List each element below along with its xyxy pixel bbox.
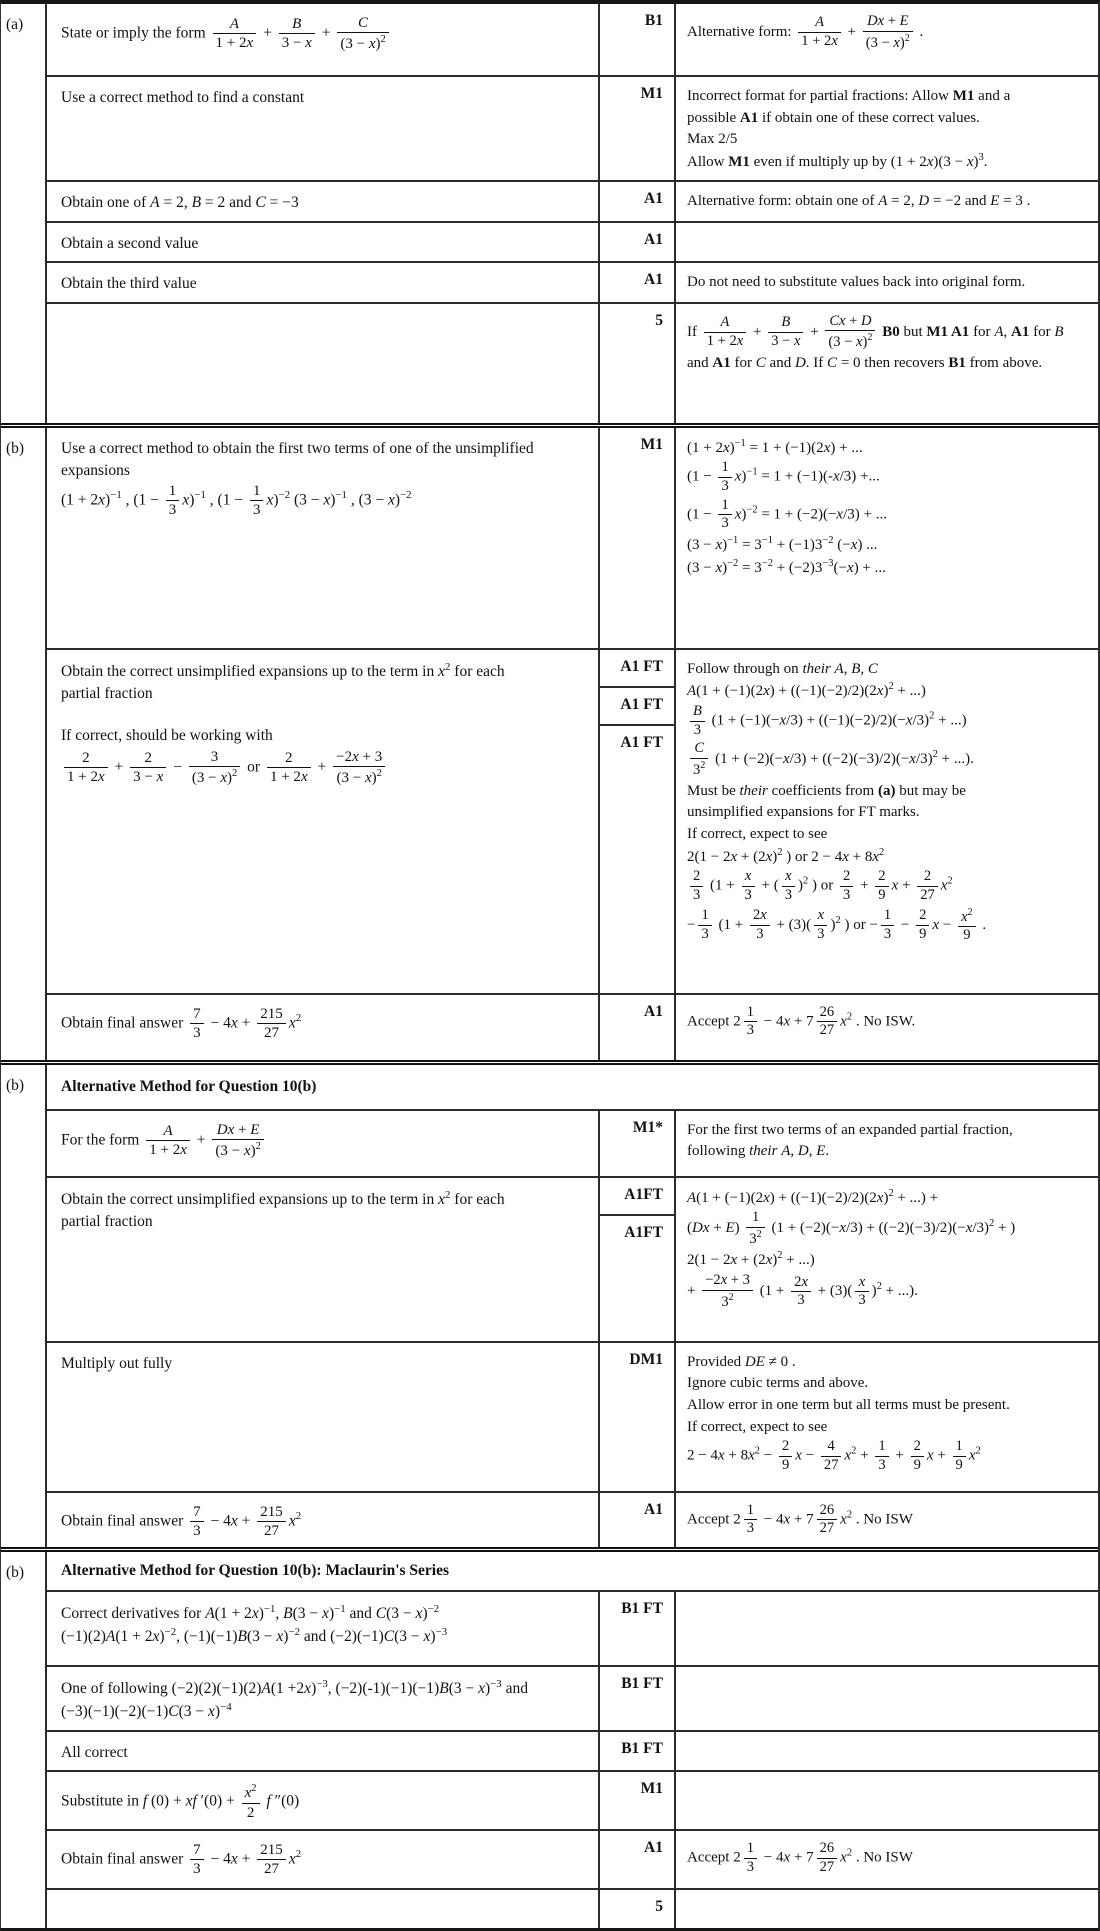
fraction: $\frac{x^2}{2}$ (241, 1783, 261, 1820)
fraction: $\frac{Cx + D}{(3 - x)^2}$ (824, 314, 876, 351)
guidance-line: Alternative form: obtain one of A = 2, D = −2 and E = 3 . (687, 192, 1031, 209)
description-cell (47, 1111, 600, 1176)
mark-column (600, 995, 676, 1060)
fraction: $\frac{1}{3}$ (874, 1439, 889, 1473)
guidance-line: $2(1 - 2x + (2x)^2$ + ...) (687, 1250, 815, 1269)
fraction: $\frac{7}{3}$ (189, 1842, 205, 1877)
fraction: $\frac{2}{3}$ (839, 869, 854, 903)
guidance-cell (676, 1732, 1098, 1770)
description-cell (47, 77, 600, 180)
mark-cell: A1FT (600, 1178, 674, 1216)
guidance-cell (676, 1592, 1098, 1665)
guidance-cell (676, 4, 1098, 75)
fraction: $\frac{4}{27}$ (820, 1439, 843, 1473)
description-line: One of following $(-2)(2)(-1)(2)A(1 +2x)^{-3}$, $(-2)(-1)(-1)(-1)B(3 - x)^{-3}$ and (61, 1677, 528, 1698)
description-line: Obtain the third value (61, 275, 197, 293)
table-row (47, 263, 1098, 303)
guidance-line: If correct, expect to see (687, 1418, 828, 1435)
description-cell (47, 1772, 600, 1828)
table-row (47, 995, 1098, 1060)
guidance-line: + $\frac{-2x + 3}{3^2}$ (1 + $\frac{2x}{3}$ + (3)( $\frac{x}{3}$ )$^2$ + ...). (687, 1272, 918, 1310)
fraction: $\frac{Dx + E}{(3 - x)^2}$ (211, 1122, 264, 1159)
fraction: $\frac{215}{27}$ (256, 1842, 287, 1877)
guidance-cell (676, 77, 1098, 180)
mark-column (600, 1772, 676, 1828)
fraction: $\frac{1}{3}$ (249, 483, 265, 518)
guidance-cell (676, 263, 1098, 301)
part-label-text: (a) (6, 16, 24, 33)
fraction: $\frac{A}{1 + 2x}$ (145, 1123, 191, 1158)
description-line: State or imply the form $\frac{A}{1 + 2x}$ + $\frac{B}{3 - x}$ + $\frac{C}{(3 - x)^2}$ (61, 14, 586, 53)
fraction: $\frac{1}{3}$ (697, 908, 712, 942)
guidance-line: Alternative form: $\frac{A}{1 + 2x}$ + $\frac{Dx + E}{(3 - x)^2}$ . (687, 13, 924, 51)
mark-cell: B1 (644, 12, 663, 29)
guidance-line: Allow error in one term but all terms must be present. (687, 1396, 1010, 1413)
guidance-line: $(3 - x)^{-1} = 3^{-1} + (-1)3^{-2}$ (−x) ... (687, 535, 878, 553)
description-line: For the form $\frac{A}{1 + 2x}$ + $\frac{Dx + E}{(3 - x)^2}$ (61, 1121, 586, 1160)
guidance-cell (676, 1890, 1098, 1928)
fraction: $\frac{C}{3^2}$ (689, 741, 709, 778)
table-row (47, 4, 1098, 77)
guidance-line: (Dx + E) $\frac{1}{3^2}$ ($1 + (-2)(-x/3) + ((-2)(-3)/2)(-x/3)^2$ + ) (687, 1209, 1016, 1247)
description-line: Use a correct method to obtain the first two terms of one of the unsimplified (61, 439, 534, 457)
fraction: $\frac{A}{1 + 2x}$ (797, 15, 842, 49)
description-line: All correct (61, 1744, 128, 1761)
guidance-line: For the first two terms of an expanded partial fraction, (687, 1121, 1013, 1138)
mark-cell: A1 FT (620, 733, 663, 751)
table-row (47, 304, 1098, 423)
description-line: Obtain final answer $\frac{7}{3}$ − 4x + $\frac{215}{27}$ $x^2$ (61, 1005, 302, 1041)
section-rows (47, 428, 1098, 1060)
fraction: $\frac{26}{27}$ (816, 1005, 839, 1039)
guidance-line: unsimplified expansions for FT marks. (687, 804, 920, 821)
table-row (47, 1732, 1098, 1772)
fraction: $\frac{2}{9}$ (778, 1439, 793, 1473)
fraction: $\frac{1}{3}$ (717, 498, 732, 532)
guidance-line: Incorrect format for partial fractions: Allow M1 and a (687, 88, 1011, 104)
description-line: Use a correct method to find a constant (61, 89, 305, 106)
mark-cell: A1 (644, 271, 663, 289)
table-row (47, 1493, 1098, 1547)
description-line: $(-3)(-1)(-2)(-1)C(3 - x)^{-4}$ (61, 1701, 232, 1721)
fraction: $\frac{B}{3 - x}$ (278, 16, 316, 51)
table-row (47, 1178, 1098, 1343)
table-row (47, 428, 1098, 650)
mark-column (600, 4, 676, 75)
description-cell (47, 650, 600, 993)
fraction: $\frac{-2x + 3}{3^2}$ (701, 1273, 754, 1310)
mark-cell: A1 (644, 1838, 663, 1856)
mark-cell: A1 (644, 1500, 663, 1518)
guidance-cell (676, 304, 1098, 423)
fraction: $\frac{26}{27}$ (816, 1841, 839, 1875)
description-line: partial fraction (61, 1213, 153, 1231)
mark-column (600, 1592, 676, 1665)
table-row (47, 1772, 1098, 1830)
section-header (47, 1065, 1098, 1111)
description-cell (47, 1732, 600, 1770)
table-row (47, 1592, 1098, 1667)
description-cell (47, 1493, 600, 1547)
mark-column (600, 304, 676, 423)
part-label-text: (b) (6, 1076, 25, 1094)
mark-cell: B1 FT (621, 1674, 663, 1692)
part-label (1, 1552, 47, 1928)
fraction: $\frac{1}{3}$ (165, 483, 181, 518)
fraction: $\frac{x^2}{9}$ (957, 907, 977, 944)
description-line: Multiply out fully (61, 1354, 173, 1372)
guidance-cell (676, 1178, 1098, 1341)
guidance-cell (676, 1772, 1098, 1828)
description-line: partial fraction (61, 685, 153, 703)
description-line: Obtain the correct unsimplified expansions up to the term in $x^2$ for each (61, 660, 505, 680)
guidance-line: Max 2/5 (687, 131, 738, 148)
description-line: expansions (61, 461, 130, 479)
section-1 (1, 428, 1098, 1060)
mark-cell: B1 FT (621, 1599, 663, 1617)
mark-cell: 5 (655, 311, 663, 329)
description-cell (47, 1831, 600, 1888)
guidance-line: Must be their coefficients from (a) but may be (687, 782, 966, 799)
section-header (47, 1552, 1098, 1592)
part-label (1, 4, 47, 423)
mark-column (600, 1178, 676, 1341)
section-rows (47, 1552, 1098, 1928)
fraction: $\frac{2}{27}$ (916, 869, 939, 903)
mark-cell: A1FT (624, 1223, 663, 1241)
table-row (47, 1111, 1098, 1178)
mark-cell: A1 FT (600, 650, 674, 688)
fraction: $\frac{B}{3 - x}$ (767, 315, 804, 349)
description-line: Obtain final answer $\frac{7}{3}$ − 4x + $\frac{215}{27}$ $x^2$ (61, 1841, 302, 1878)
fraction: $\frac{3}{(3 - x)^2}$ (188, 749, 241, 786)
mark-column (600, 223, 676, 261)
part-label-text: (b) (6, 439, 25, 457)
description-cell (47, 263, 600, 301)
table-row (47, 1343, 1098, 1493)
description-line: Obtain one of A = 2, B = 2 and C = −3 (61, 193, 299, 211)
fraction: $\frac{1}{3}$ (743, 1841, 758, 1875)
part-label (1, 428, 47, 1060)
section-header-text: Alternative Method for Question 10(b): Maclaurin's Series (61, 1561, 450, 1579)
guidance-line: (1 − $\frac{1}{3}$ x)$^{-1}$ = 1 + (−1)(-x/3) +... (687, 459, 880, 494)
fraction: $\frac{2}{9}$ (915, 908, 930, 942)
description-line (61, 705, 586, 724)
mark-column (600, 1667, 676, 1730)
fraction: $\frac{A}{1 + 2x}$ (212, 16, 258, 51)
guidance-line: If correct, expect to see (687, 825, 828, 842)
fraction: $\frac{2}{9}$ (874, 869, 889, 903)
fraction: $\frac{2}{3 - x}$ (129, 750, 167, 785)
section-rows (47, 1065, 1098, 1547)
description-line: Obtain a second value (61, 234, 199, 252)
fraction: $\frac{Dx + E}{(3 - x)^2}$ (862, 14, 914, 51)
description-cell (47, 995, 600, 1060)
fraction: $\frac{2}{3}$ (689, 869, 704, 903)
fraction: $\frac{1}{3^2}$ (745, 1210, 765, 1247)
description-cell (47, 1592, 600, 1665)
guidance-cell (676, 1667, 1098, 1730)
fraction: $\frac{x}{3}$ (813, 908, 828, 942)
fraction: $\frac{215}{27}$ (256, 1006, 287, 1041)
guidance-line: Provided DE ≠ 0 . (687, 1353, 796, 1370)
guidance-cell (676, 995, 1098, 1060)
mark-column (600, 428, 676, 648)
description-cell (47, 223, 600, 261)
guidance-cell (676, 650, 1098, 993)
fraction: $\frac{B}{3}$ (689, 704, 706, 738)
description-cell (47, 428, 600, 648)
guidance-line: possible A1 if obtain one of these correct values. (687, 109, 980, 126)
guidance-line: Do not need to substitute values back into original form. (687, 274, 1026, 291)
description-cell (47, 1343, 600, 1491)
guidance-line: Follow through on their A, B, C (687, 660, 878, 677)
guidance-line: Allow M1 even if multiply up by $(1 + 2x)(3 - x)^3$. (687, 152, 988, 171)
table-row (47, 182, 1098, 223)
description-line: Obtain final answer $\frac{7}{3}$ − 4x + $\frac{215}{27}$ $x^2$ (61, 1503, 302, 1539)
guidance-line: Accept 2 $\frac{1}{3}$ − 4x + 7 $\frac{26}{27}$ $x^2$ . No ISW. (687, 1003, 916, 1039)
mark-cell: M1* (632, 1118, 663, 1136)
table-row (47, 650, 1098, 995)
description-line: $\frac{2}{1 + 2x}$ + $\frac{2}{3 - x}$ − $\frac{3}{(3 - x)^2}$ or $\frac{2}{1 + 2x}$ + $\frac{-2x + 3}{(3 - x)^2}$ (61, 748, 586, 787)
fraction: $\frac{A}{1 + 2x}$ (703, 315, 748, 349)
description-line: $(-1)(2)A(1 + 2x)^{-2}$, $(-1)(-1)B(3 - x)^{-2}$ and $(-2)(-1)C(3 - x)^{-3}$ (61, 1626, 448, 1646)
fraction: $\frac{1}{3}$ (743, 1503, 758, 1537)
fraction: $\frac{1}{3}$ (717, 460, 732, 494)
table-row (47, 223, 1098, 263)
guidance-line: $A(1 + (-1)(2x) + ((-1)(-2)/2)(2x)^2$ + ...) (687, 681, 926, 700)
fraction: $\frac{2x}{3}$ (790, 1275, 812, 1309)
fraction: $\frac{7}{3}$ (189, 1504, 205, 1539)
fraction: $\frac{26}{27}$ (816, 1503, 839, 1537)
fraction: $\frac{1}{9}$ (952, 1439, 967, 1473)
description-cell (47, 4, 600, 75)
guidance-line: If $\frac{A}{1 + 2x}$ + $\frac{B}{3 - x}$ + $\frac{Cx + D}{(3 - x)^2}$ B0 but M1 A1 for A, A1 for B (687, 312, 1064, 351)
section-3 (1, 1552, 1098, 1928)
description-cell (47, 1667, 600, 1730)
mark-column (600, 1890, 676, 1928)
mark-column (600, 1111, 676, 1176)
section-2 (1, 1065, 1098, 1547)
guidance-line: $A(1 + (-1)(2x) + ((-1)(-2)/2)(2x)^2$ + ...) + (687, 1187, 939, 1206)
fraction: $\frac{215}{27}$ (256, 1504, 287, 1539)
guidance-cell (676, 1111, 1098, 1176)
fraction: $\frac{2x}{3}$ (749, 908, 771, 942)
guidance-line: $2 - 4x + 8x^2$ − $\frac{2}{9}$ x − $\frac{4}{27}$ $x^2$ + $\frac{1}{3}$ + $\frac{2}{9}$ x + $\frac{1}{9}$ $x^2$ (687, 1438, 981, 1473)
guidance-line: following their A, D, E. (687, 1143, 830, 1160)
table-row (47, 1667, 1098, 1732)
guidance-line: $\frac{C}{3^2}$ ($1 + (-2)(-x/3) + ((-2)(-3)/2)(-x/3)^2$ + ...). (687, 740, 1090, 779)
guidance-line: $(1 + 2x)^{-1} = 1 + (-1)(2x)$ + ... (687, 437, 863, 456)
guidance-cell (676, 182, 1098, 221)
fraction: $\frac{-2x + 3}{(3 - x)^2}$ (332, 749, 386, 786)
guidance-line: Accept 2 $\frac{1}{3}$ − 4x + 7 $\frac{26}{27}$ $x^2$ . No ISW (687, 1839, 913, 1875)
description-cell (47, 1890, 600, 1928)
table-row (47, 1890, 1098, 1928)
fraction: $\frac{C}{(3 - x)^2}$ (336, 15, 389, 52)
mark-cell: M1 (640, 435, 663, 453)
section-rows (47, 4, 1098, 423)
description-cell (47, 1178, 600, 1341)
description-line: Correct derivatives for $A(1 + 2x)^{-1}$, $B(3 - x)^{-1}$ and $C(3 - x)^{-2}$ (61, 1602, 440, 1623)
part-label-text: (b) (6, 1563, 25, 1581)
mark-cell: DM1 (629, 1350, 663, 1368)
mark-column (600, 1493, 676, 1547)
guidance-line: and A1 for C and D. If C = 0 then recovers B1 from above. (687, 354, 1043, 371)
mark-column (600, 650, 676, 993)
guidance-line: − $\frac{1}{3}$ (1 + $\frac{2x}{3}$ + (3)( $\frac{x}{3}$ )$^2$ ) or − $\frac{1}{3}$ − $\frac{2}{9}$ x − $\frac{x^2}{9}$ . (687, 906, 987, 944)
guidance-cell (676, 223, 1098, 261)
fraction: $\frac{x}{3}$ (741, 869, 756, 903)
mark-column (600, 1732, 676, 1770)
guidance-line: $2(1 - 2x + (2x)^2$ ) or $2 - 4x + 8x^2$ (687, 846, 885, 865)
mark-cell: M1 (640, 85, 663, 102)
description-cell (47, 182, 600, 221)
description-line: $(1 + 2x)^{-1}$ , (1 − $\frac{1}{3}$ x)$^{-1}$ , (1 − $\frac{1}{3}$ x)$^{-2}$ $(3 - x)^{-1}$ , $(3 - x)^{-2}$ (61, 483, 412, 519)
description-line: Obtain the correct unsimplified expansions up to the term in $x^2$ for each (61, 1188, 505, 1208)
mark-column (600, 1831, 676, 1888)
fraction: $\frac{2}{9}$ (910, 1439, 925, 1473)
guidance-cell (676, 1343, 1098, 1491)
guidance-line: $\frac{B}{3}$ ($1 + (-1)(-x/3) + ((-1)(-2)/2)(-x/3)^2$ + ...) (687, 703, 1090, 739)
guidance-cell (676, 428, 1098, 648)
part-label (1, 1065, 47, 1547)
fraction: $\frac{x}{3}$ (854, 1275, 869, 1309)
guidance-cell (676, 1831, 1098, 1888)
guidance-line: $\frac{2}{3}$ (1 + $\frac{x}{3}$ + ( $\frac{x}{3}$ )$^2$ ) or $\frac{2}{3}$ + $\frac{2}{9}$ x + $\frac{2}{27}$ $x^2$ (687, 868, 1090, 904)
fraction: $\frac{1}{3}$ (743, 1005, 758, 1039)
guidance-line: $(3 - x)^{-2} = 3^{-2} + (-2)3^{-3}(-x)$ + ... (687, 557, 886, 576)
mark-cell: B1 FT (621, 1740, 663, 1757)
fraction: $\frac{2}{1 + 2x}$ (63, 750, 109, 785)
fraction: $\frac{x}{3}$ (781, 869, 796, 903)
mark-cell: A1 (644, 189, 663, 207)
mark-cell: 5 (655, 1897, 663, 1915)
section-0 (1, 4, 1098, 423)
guidance-line: (1 − $\frac{1}{3}$ x)$^{-2}$ = 1 + (−2)(−x/3) + ... (687, 496, 887, 532)
mark-column (600, 263, 676, 301)
fraction: $\frac{7}{3}$ (189, 1006, 205, 1041)
description-cell (47, 304, 600, 423)
mark-cell: M1 (640, 1780, 663, 1798)
table-row (47, 77, 1098, 182)
mark-column (600, 1343, 676, 1491)
mark-cell: A1 (644, 230, 663, 248)
description-line: If correct, should be working with (61, 727, 273, 745)
table-row (47, 1831, 1098, 1890)
mark-cell: A1 (644, 1002, 663, 1020)
mark-column (600, 182, 676, 221)
fraction: $\frac{1}{3}$ (880, 908, 895, 942)
description-line: Substitute in f (0) + xf ′(0) + $\frac{x^2}{2}$ f ″(0) (61, 1783, 300, 1821)
guidance-line: Ignore cubic terms and above. (687, 1375, 869, 1392)
fraction: $\frac{2}{1 + 2x}$ (266, 750, 312, 785)
section-header-text: Alternative Method for Question 10(b) (61, 1077, 317, 1095)
guidance-line: Accept 2 $\frac{1}{3}$ − 4x + 7 $\frac{26}{27}$ $x^2$ . No ISW (687, 1501, 913, 1537)
guidance-cell (676, 1493, 1098, 1547)
mark-column (600, 77, 676, 180)
mark-cell: A1 FT (600, 688, 674, 726)
